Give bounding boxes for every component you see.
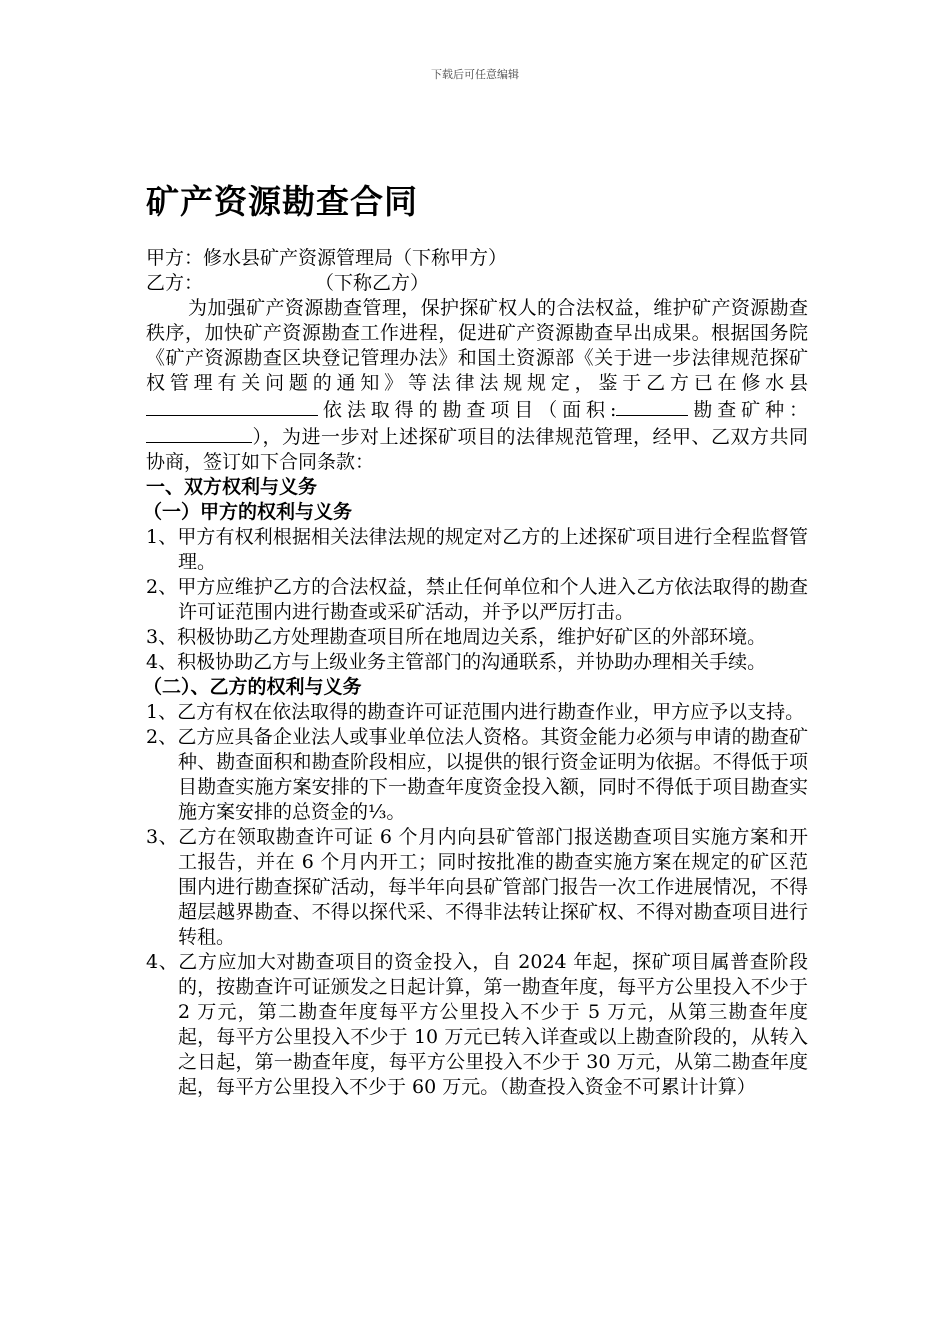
section-1a-heading: （一）甲方的权利与义务 — [143, 501, 353, 523]
list-item: 3、乙方在领取勘查许可证 6 个月内向县矿管部门报送勘查项目实施方案和开工报告，并在 6 个月内开工；同时按批准的勘查实施方案在规定的矿区范围内进行勘查探矿活动，每半年向县矿管部门报告一次工作进展情况，不得超层越界勘查、不得以探代采、不得非法转让探矿权、不得对勘查项目进行转租。 — [146, 826, 808, 948]
party-b-suffix: （下称乙方） — [315, 272, 430, 294]
list-item: 3、积极协助乙方处理勘查项目所在地周边关系，维护好矿区的外部环境。 — [146, 626, 767, 648]
list-item: 2、甲方应维护乙方的合法权益，禁止任何单位和个人进入乙方依法取得的勘查许可证范围内进行勘查或采矿活动，并予以严厉打击。 — [146, 576, 808, 623]
intro-part1: 为加强矿产资源勘查管理，保护探矿权人的合法权益，维护矿产资源勘查秩序，加快矿产资源勘查工作进程，促进矿产资源勘查早出成果。根据国务院《矿产资源勘查区块登记管理办法》和国土资源部《关于进一步法律规范探矿权管理有关问题的通知》等法律法规规定，鉴于乙方已在修水县 — [146, 297, 808, 394]
section-1b-heading: （二）、乙方的权利与义务 — [143, 676, 362, 698]
contract-body — [143, 246, 808, 1100]
party-b-line — [146, 271, 808, 296]
party-a-line: 甲方：修水县矿产资源管理局（下称甲方） — [146, 247, 508, 269]
page-header-note: 下载后可任意编辑 — [431, 68, 519, 81]
section-1-heading: 一、双方权利与义务 — [146, 476, 318, 498]
party-b-label: 乙方： — [146, 272, 204, 294]
intro-part2: 依法取得的勘查项目（面积: — [318, 399, 617, 421]
document-title: 矿产资源勘查合同 — [146, 182, 418, 221]
mineral-type-blank — [146, 423, 252, 443]
area-blank — [616, 396, 688, 416]
intro-part3: 勘查矿种： — [688, 399, 808, 421]
intro-part4: ），为进一步对上述探矿项目的法律规范管理，经甲、乙双方共同协商，签订如下合同条款： — [146, 426, 808, 473]
list-item: 4、乙方应加大对勘查项目的资金投入，自 2024 年起，探矿项目属普查阶段的，按勘查许可证颁发之日起计算，第一勘查年度，每平方公里投入不少于 2 万元，第二勘查年度每平方公里投入不少于 5 万元，从第三勘查年度起，每平方公里投入不少于 10 万元已转入详查或以上勘查阶段的，从转入之日起，第一勘查年度，每平方公里投入不少于 30 万元，从第二勘查年度起，每平方公里投入不少于 60 万元。（勘查投入资金不可累计计算） — [146, 951, 808, 1098]
intro-paragraph — [146, 296, 808, 475]
list-item: 1、乙方有权在依法取得的勘查许可证范围内进行勘查作业，甲方应予以支持。 — [146, 701, 805, 723]
list-item: 4、积极协助乙方与上级业务主管部门的沟通联系，并协助办理相关手续。 — [146, 651, 767, 673]
list-item: 1、甲方有权利根据相关法律法规的规定对乙方的上述探矿项目进行全程监督管理。 — [146, 526, 808, 573]
list-item: 2、乙方应具备企业法人或事业单位法人资格。其资金能力必须与申请的勘查矿种、勘查面积和勘查阶段相应，以提供的银行资金证明为依据。不得低于项目勘查实施方案安排的下一勘查年度资金投入额，同时不得低于项目勘查实施方案安排的总资金的⅓。 — [146, 726, 808, 823]
location-blank — [146, 396, 318, 416]
